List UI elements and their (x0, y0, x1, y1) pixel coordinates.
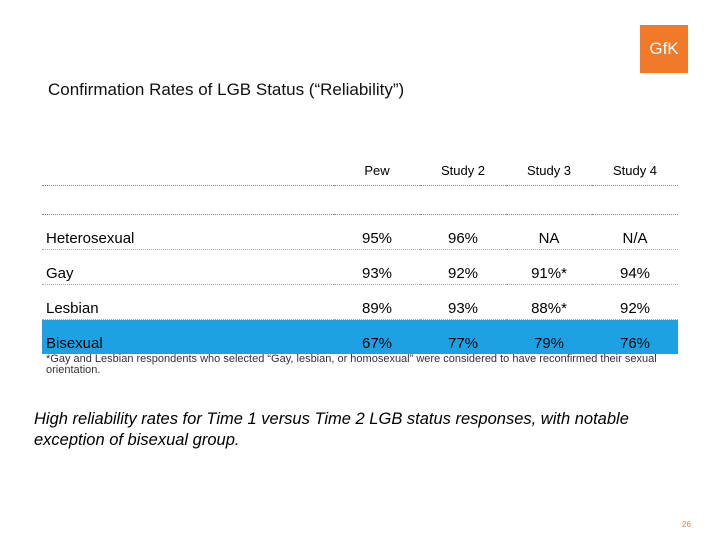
cell: 76% (592, 320, 678, 355)
table-row (42, 285, 678, 320)
row-label: Gay (42, 250, 334, 285)
slide-title: Confirmation Rates of LGB Status (“Reliability”) (48, 80, 405, 99)
cell: 67% (334, 320, 420, 355)
table-row (42, 215, 678, 250)
cell: 88%* (506, 285, 592, 320)
logo-text: GfK (649, 39, 679, 58)
cell: 89% (334, 285, 420, 320)
spacer-row (42, 186, 678, 215)
header-pew: Pew (334, 155, 420, 186)
cell: 92% (420, 250, 506, 285)
cell: 79% (506, 320, 592, 355)
table-row-highlighted (42, 320, 678, 355)
header-blank (42, 155, 334, 186)
page-number: 26 (682, 520, 691, 529)
footnote: *Gay and Lesbian respondents who selected “Gay, lesbian, or homosexual” were considered to have reconfirmed their sexual orientation. (46, 353, 657, 376)
header-study-4: Study 4 (592, 155, 678, 186)
cell: 93% (334, 250, 420, 285)
header-study-2: Study 2 (420, 155, 506, 186)
cell: NA (506, 215, 592, 250)
cell: 95% (334, 215, 420, 250)
cell: 96% (420, 215, 506, 250)
cell: 91%* (506, 250, 592, 285)
cell: 92% (592, 285, 678, 320)
header-study-3: Study 3 (506, 155, 592, 186)
row-label: Lesbian (42, 285, 334, 320)
row-label: Heterosexual (42, 215, 334, 250)
gfk-logo (640, 25, 688, 73)
cell: 77% (420, 320, 506, 355)
row-label: Bisexual (42, 320, 334, 355)
table-header-row (42, 155, 678, 186)
reliability-table (42, 155, 678, 354)
cell: 94% (592, 250, 678, 285)
table-row (42, 250, 678, 285)
conclusion-text: High reliability rates for Time 1 versus Time 2 LGB status responses, with notable exception of bisexual group. (34, 410, 629, 449)
cell: N/A (592, 215, 678, 250)
cell: 93% (420, 285, 506, 320)
